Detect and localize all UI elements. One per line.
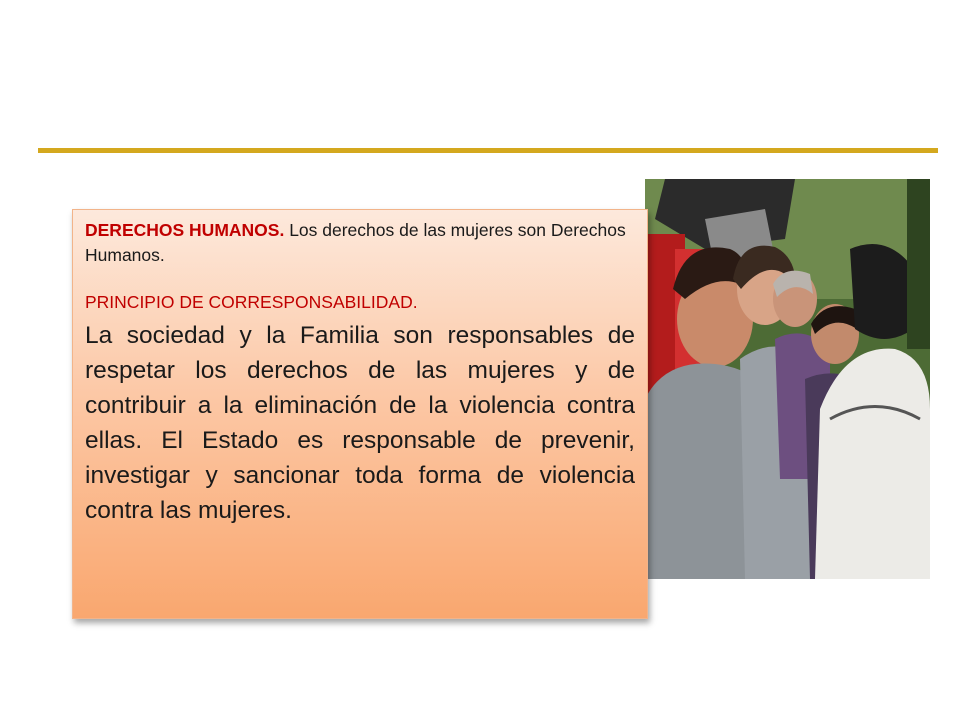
- principio-text: La sociedad y la Familia son responsables de respetar los derechos de las mujeres y de contribuir a la eliminación de la violencia contra ellas. El Estado es responsable de prevenir, investigar y sancionar toda forma de violencia contra las mujeres.: [85, 322, 635, 524]
- derechos-heading: DERECHOS HUMANOS.: [85, 220, 285, 240]
- derechos-text: Los derechos de las mujeres son Derechos Humanos.: [85, 220, 626, 265]
- principio-heading: PRINCIPIO DE CORRESPONSABILIDAD.: [85, 292, 418, 312]
- derechos-paragraph: [85, 218, 635, 268]
- photo-illustration: [645, 179, 930, 579]
- title-divider-line: [38, 148, 938, 153]
- principles-textbox: [72, 209, 648, 619]
- photo-women-gathering: [645, 179, 930, 579]
